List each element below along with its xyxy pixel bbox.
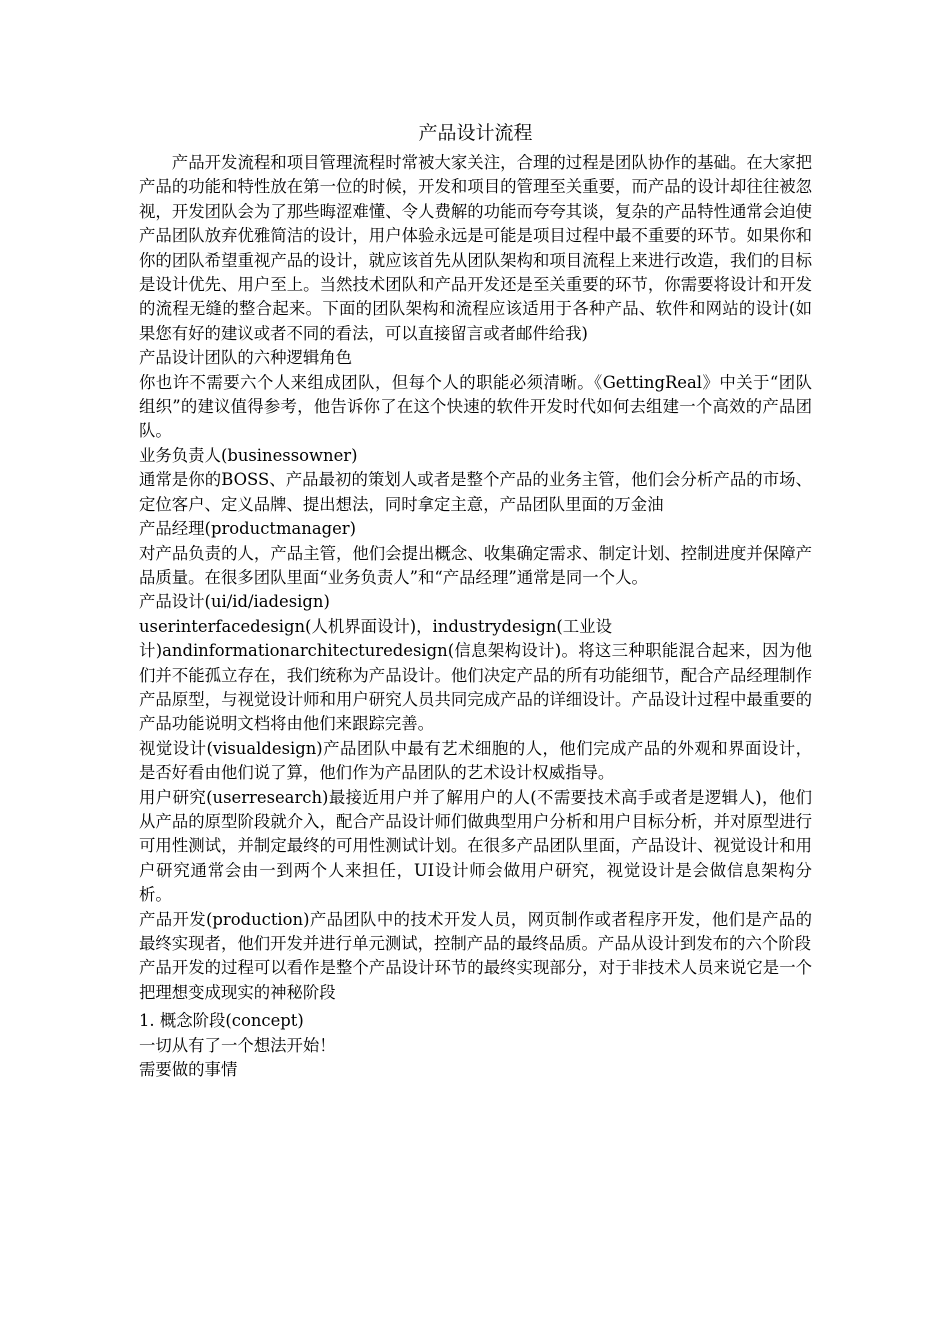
business-owner-paragraph: 通常是你的BOSS、产品最初的策划人或者是整个产品的业务主管，他们会分析产品的市场、定位客户、定义品牌、提出想法，同时拿定主意，产品团队里面的万金油: [139, 470, 812, 514]
document-title: 产品设计流程: [418, 122, 533, 144]
business-owner-heading: 业务负责人(businessowner): [139, 445, 358, 465]
stages-intro-paragraph: 产品开发的过程可以看作是整个产品设计环节的最终实现部分，对于非技术人员来说它是一个把理想变成现实的神秘阶段: [139, 958, 812, 1002]
product-manager-heading: 产品经理(productmanager): [139, 519, 357, 539]
product-design-paragraph: 计)andinformationarchitecturedesign(信息架构设计)。将这三种职能混合起来，因为他们并不能孤立存在，我们统称为产品设计。他们决定产品的所有功能细节，配合产品经理制作产品原型，与视觉设计师和用户研究人员共同完成产品的详细设计。产品设计过程中最重要的产品功能说明文档将由他们来跟踪完善。: [139, 641, 812, 734]
document-page: [139, 118, 812, 1082]
intro-paragraph: 产品开发流程和项目管理流程时常被大家关注，合理的过程是团队协作的基础。在大家把产品的功能和特性放在第一位的时候，开发和项目的管理至关重要，而产品的设计却往往被忽视，开发团队会为了那些晦涩难懂、令人费解的功能而夸夸其谈，复杂的产品特性通常会迫使产品团队放弃优雅简洁的设计，用户体验永远是可能是项目过程中最不重要的环节。如果你和你的团队希望重视产品的设计，就应该首先从团队架构和项目流程上来进行改造，我们的目标是设计优先、用户至上。当然技术团队和产品开发还是至关重要的环节，你需要将设计和开发的流程无缝的整合起来。下面的团队架构和流程应该适用于各种产品、软件和网站的设计(如果您有好的建议或者不同的看法，可以直接留言或者邮件给我): [139, 153, 812, 343]
roles-heading: 产品设计团队的六种逻辑角色: [139, 348, 353, 368]
user-research-paragraph: 用户研究(userresearch)最接近用户并了解用户的人(不需要技术高手或者是逻辑人)，他们从产品的原型阶段就介入，配合产品设计师们做典型用户分析和用户目标分析，并对原型进行可用性测试，并制定最终的可用性测试计划。在很多产品团队里面，产品设计、视觉设计和用户研究通常会由一到两个人来担任，UI设计师会做用户研究，视觉设计是会做信息架构分析。: [139, 787, 812, 905]
product-manager-paragraph: 对产品负责的人，产品主管，他们会提出概念、收集确定需求、制定计划、控制进度并保障产品质量。在很多团队里面“业务负责人”和“产品经理”通常是同一个人。: [139, 543, 812, 587]
product-design-line: userinterfacedesign(人机界面设计)，industrydesign(工业设: [139, 616, 612, 636]
stage1-line: 一切从有了一个想法开始！: [139, 1035, 336, 1055]
product-design-heading: 产品设计(ui/id/iadesign): [139, 592, 330, 612]
roles-intro-paragraph: 你也许不需要六个人来组成团队，但每个人的职能必须清晰。《GettingReal》中关于“团队组织”的建议值得参考，他告诉你了在这个快速的软件开发时代如何去组建一个高效的产品团队。: [139, 372, 812, 441]
production-paragraph: 产品开发(production)产品团队中的技术开发人员，网页制作或者程序开发，他们是产品的最终实现者，他们开发并进行单元测试，控制产品的最终品质。产品从设计到发布的六个阶段: [139, 909, 812, 953]
visual-design-paragraph: 视觉设计(visualdesign)产品团队中最有艺术细胞的人，他们完成产品的外观和界面设计，是否好看由他们说了算，他们作为产品团队的艺术设计权威指导。: [139, 738, 812, 783]
stage1-todo: 需要做的事情: [139, 1060, 238, 1080]
stage1-heading: 1. 概念阶段(concept): [139, 1011, 304, 1031]
